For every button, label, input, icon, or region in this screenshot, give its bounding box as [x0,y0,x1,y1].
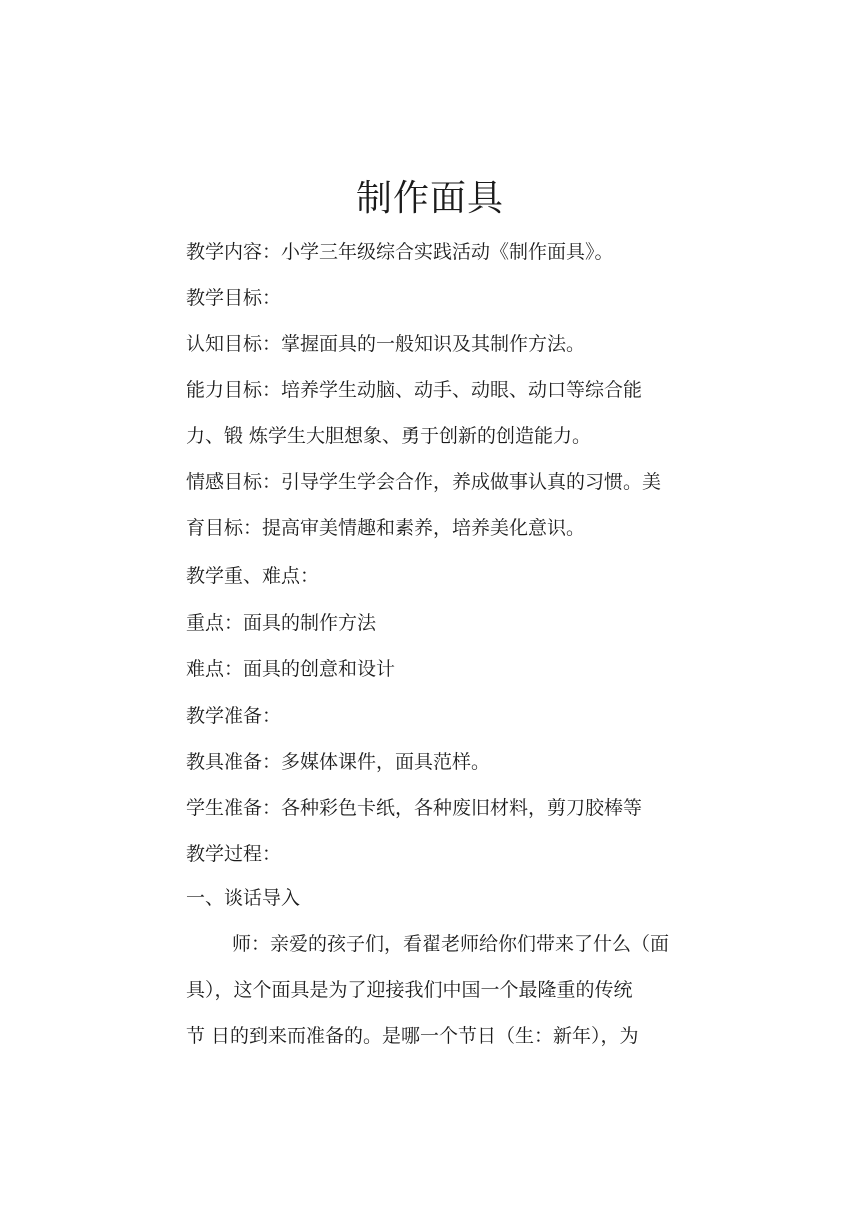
document-title: 制作面具 [355,178,504,219]
line-teacher-preparation: 教具准备：多媒体课件，面具范样。 [186,751,491,773]
line-dialogue-2: 具），这个面具是为了迎接我们中国一个最隆重的传统 [186,979,633,1001]
line-ability-goal: 能力目标：培养学生动脑、动手、动眼、动口等综合能 [186,379,643,401]
line-cognitive-goal: 认知目标：掌握面具的一般知识及其制作方法。 [186,333,586,355]
line-dialogue-3: 节 日的到来而准备的。是哪一个节日（生：新年），为 [186,1025,639,1047]
line-key-difficult-points: 教学重、难点： [186,565,320,587]
line-ability-goal-cont: 力、锻 炼学生大胆想象、勇于创新的创造能力。 [186,425,592,447]
line-section-intro: 一、谈话导入 [186,887,301,909]
line-teaching-content: 教学内容：小学三年级综合实践活动《制作面具》。 [186,241,614,263]
line-aesthetic-goal: 育目标：提高审美情趣和素养，培养美化意识。 [186,517,586,539]
line-teaching-preparation: 教学准备： [186,705,282,727]
line-teaching-goals: 教学目标： [186,287,282,309]
line-difficult-point: 难点：面具的创意和设计 [186,658,396,680]
line-key-point: 重点：面具的制作方法 [186,612,377,634]
line-student-preparation: 学生准备：各种彩色卡纸，各种废旧材料，剪刀胶棒等 [186,797,643,819]
line-emotion-goal: 情感目标：引导学生学会合作，养成做事认真的习惯。美 [186,471,662,493]
line-teaching-process: 教学过程： [186,843,282,865]
line-dialogue-1: 师：亲爱的孩子们，看翟老师给你们带来了什么（面 [232,933,670,955]
